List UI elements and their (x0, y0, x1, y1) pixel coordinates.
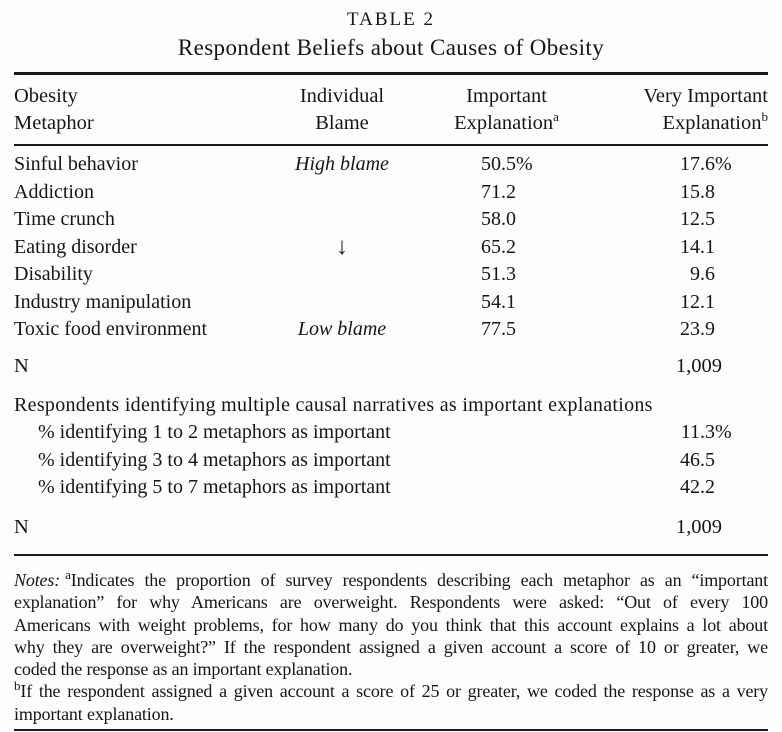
percent-sign (516, 316, 538, 344)
table-row (14, 261, 768, 289)
notes-line: why they are overweight?” If the respondent assigned a given account a score of 10 or greater, we (14, 636, 768, 657)
value: 14.1 (680, 235, 715, 258)
percent-sign: % (715, 421, 732, 443)
section-row-value-cell (538, 419, 768, 447)
value: 11.3 (680, 421, 715, 443)
important-cell (406, 316, 538, 344)
notes-line: important explanation. (14, 703, 174, 724)
footnote-marker-b: b (14, 678, 21, 694)
value: 12.5 (680, 208, 715, 230)
n-value: 1,009 (675, 355, 722, 377)
percent-sign (516, 261, 538, 289)
blame-cell (278, 206, 406, 234)
important-cell (406, 261, 538, 289)
n-label: N (14, 355, 29, 377)
important-cell (406, 179, 538, 207)
notes-line (14, 680, 768, 702)
col-header-individual-blame: Individual Blame (299, 85, 385, 134)
table-title: Respondent Beliefs about Causes of Obesity (177, 35, 605, 60)
blame-cell (278, 179, 406, 207)
sample-size-row (14, 353, 768, 381)
section-row-label: % identifying 1 to 2 metaphors as important (38, 421, 391, 443)
table-row (14, 289, 768, 317)
notes-line (14, 569, 768, 591)
table-body (14, 151, 768, 541)
percent-sign (715, 179, 735, 207)
value: 71.2 (481, 180, 516, 203)
section-row-label: % identifying 3 to 4 metaphors as important (38, 448, 391, 471)
value: 42.2 (680, 476, 715, 498)
percent-sign (715, 289, 735, 317)
important-cell (406, 151, 538, 179)
notes-line: coded the response as an important explanation. (14, 659, 353, 680)
section-row-value-cell (538, 474, 768, 502)
value: 65.2 (481, 235, 516, 258)
footnote-marker-b: b (761, 109, 768, 125)
value: 9.6 (690, 263, 715, 285)
important-cell (406, 289, 538, 317)
percent-sign (715, 447, 735, 475)
notes-text: If the respondent assigned a given account a score of 25 or greater, we coded the response as a very (20, 681, 768, 702)
blame-cell: High blame (295, 153, 389, 175)
metaphor-cell: Toxic food environment (14, 318, 207, 340)
section-header: Respondents identifying multiple causal narratives as important explanations (14, 393, 653, 416)
metaphor-cell: Eating disorder (14, 235, 137, 258)
notes-line: explanation” for why Americans are overweight. Respondents were asked: “Out of every 100 (14, 592, 768, 613)
section-row-value-cell (538, 447, 768, 475)
value: 46.5 (680, 448, 715, 471)
section-row (14, 447, 768, 475)
important-cell (406, 234, 538, 262)
very-important-cell (538, 206, 768, 234)
table-row (14, 179, 768, 207)
notes-label: Notes: (14, 570, 61, 590)
very-important-cell (538, 234, 768, 262)
very-important-cell (538, 261, 768, 289)
table-header-row (14, 75, 768, 144)
value: 12.1 (680, 290, 715, 313)
table-row (14, 316, 768, 344)
very-important-cell (538, 179, 768, 207)
value: 77.5 (481, 318, 516, 340)
notes-text: Indicates the proportion of survey respondents describing each metaphor as an “important (70, 570, 768, 590)
percent-sign (715, 316, 735, 344)
value: 15.8 (680, 180, 715, 203)
blame-cell (278, 289, 406, 317)
very-important-cell (538, 151, 768, 179)
blame-cell: Low blame (297, 318, 387, 340)
value: 58.0 (481, 208, 516, 230)
footnote-marker-a: a (553, 109, 559, 125)
bottom-rule (14, 729, 768, 731)
table-row (14, 206, 768, 234)
col-header-obesity-metaphor: Obesity Metaphor (14, 85, 94, 134)
percent-sign (715, 234, 735, 262)
header-rule (14, 144, 768, 146)
metaphor-cell: Time crunch (14, 208, 115, 230)
percent-sign (715, 261, 735, 289)
important-cell (406, 206, 538, 234)
section-row-label: % identifying 5 to 7 metaphors as important (38, 476, 391, 498)
n-value: 1,009 (675, 515, 722, 538)
value: 23.9 (680, 318, 715, 340)
percent-sign (516, 234, 538, 262)
percent-sign (516, 179, 538, 207)
very-important-cell (538, 316, 768, 344)
percent-sign: % (715, 153, 732, 175)
value: 50.5 (481, 153, 516, 175)
table-row (14, 151, 768, 179)
sample-size-row (14, 514, 768, 542)
notes-section (14, 569, 768, 725)
blame-cell (278, 261, 406, 289)
metaphor-cell: Disability (14, 263, 93, 285)
table-row (14, 234, 768, 262)
metaphor-cell: Sinful behavior (14, 153, 138, 175)
percent-sign (516, 206, 538, 234)
percent-sign (516, 289, 538, 317)
percent-sign (715, 474, 735, 502)
percent-sign: % (516, 153, 533, 175)
col-header-very-important-explanation: Very Important Explanation$^b$ (643, 85, 768, 134)
very-important-cell (538, 289, 768, 317)
n-label: N (14, 515, 29, 538)
percent-sign (715, 206, 735, 234)
notes-rule (14, 554, 768, 556)
metaphor-cell: Addiction (14, 180, 94, 203)
metaphor-cell: Industry manipulation (14, 290, 192, 313)
section-row (14, 419, 768, 447)
footnote-marker-a: a (65, 567, 71, 582)
value: 54.1 (481, 290, 516, 313)
blame-cell (278, 234, 406, 262)
notes-line: Americans with weight problems, for how many do you think that this account explains a lot about (14, 614, 768, 635)
value: 17.6 (680, 153, 715, 175)
table-number: TABLE 2 (347, 9, 435, 30)
col-header-important-explanation: Important Explanation$^a$ (454, 85, 559, 134)
value: 51.3 (481, 263, 516, 285)
down-arrow-icon: ↓ (336, 233, 348, 260)
section-row (14, 474, 768, 502)
